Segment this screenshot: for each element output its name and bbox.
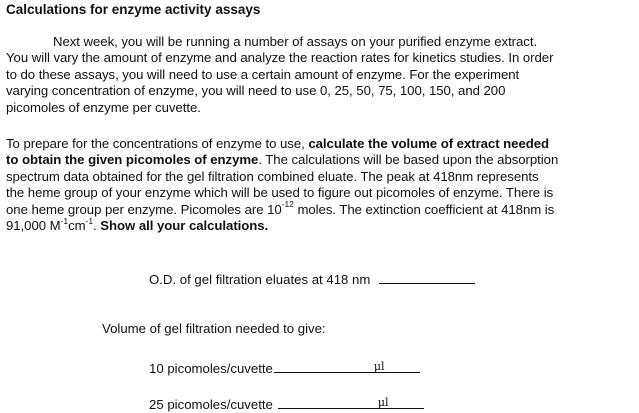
cm-unit: cm — [68, 218, 86, 234]
od-answer-blank[interactable] — [379, 270, 475, 284]
instructions-line-1 — [6, 136, 636, 152]
intro-line-1: Next week, you will be running a number of assays on your purified enzyme extract. — [53, 34, 538, 49]
volume-row-25 — [149, 395, 424, 412]
instructions-line-5-end: moles. The extinction coefficient at 418nm is — [293, 201, 555, 217]
intro-line-2: You will vary the amount of enzyme and analyze the reaction rates for kinetics studies. In order — [6, 50, 554, 66]
volume-answer-blank[interactable] — [278, 395, 424, 409]
volume-heading: Volume of gel filtration needed to give: — [102, 321, 326, 336]
instructions-line-5-text: one heme group per enzyme. Picomoles are 10 — [6, 201, 282, 217]
microliter-unit: µl — [377, 396, 389, 409]
molar-exponent: -1 — [60, 215, 69, 226]
intro-paragraph — [6, 34, 636, 116]
intro-line-5: picomoles of enzyme per cuvette. — [6, 99, 201, 115]
instructions-line-1-text: To prepare for the concentrations of enzyme to use, — [6, 136, 309, 151]
od-label: O.D. of gel filtration eluates at 418 nm — [149, 272, 371, 287]
show-calculations-emphasis: Show all your calculations. — [100, 218, 269, 234]
page-title: Calculations for enzyme activity assays — [6, 2, 261, 17]
cm-exponent: -1 — [85, 215, 94, 226]
instructions-line-6 — [6, 215, 636, 234]
volume-row-10 — [149, 359, 420, 376]
volume-row-label: 25 picomoles/cuvette — [149, 397, 273, 412]
instructions-paragraph — [6, 136, 636, 234]
instructions-line-5 — [6, 199, 636, 218]
instructions-line-2-text: . The calculations will be based upon the absorption — [258, 152, 559, 168]
intro-line-4: varying concentration of enzyme, you will need to use 0, 25, 50, 75, 100, 150, and 200 — [6, 83, 506, 99]
volume-row-label: 10 picomoles/cuvette — [149, 361, 273, 376]
microliter-unit: µl — [373, 360, 385, 373]
volume-answer-blank[interactable] — [274, 359, 420, 373]
od-field — [149, 270, 475, 287]
instructions-line-2 — [6, 152, 636, 168]
sentence-end: . — [93, 218, 101, 234]
instructions-emphasis-1: calculate the volume of extract needed — [308, 136, 550, 151]
instructions-line-4: the heme group of your enzyme which will be used to figure out picomoles of enzyme. There is — [6, 185, 554, 201]
intro-line-3: to do these assays, you will need to use a certain amount of enzyme. For the experiment — [6, 66, 520, 82]
exponent-superscript: -12 — [281, 199, 294, 210]
instructions-line-3: spectrum data obtained for the gel filtration combined eluate. The peak at 418nm represents — [6, 168, 539, 184]
coefficient-value: 91,000 M — [6, 218, 61, 234]
instructions-emphasis-2: to obtain the given picomoles of enzyme — [6, 152, 259, 168]
